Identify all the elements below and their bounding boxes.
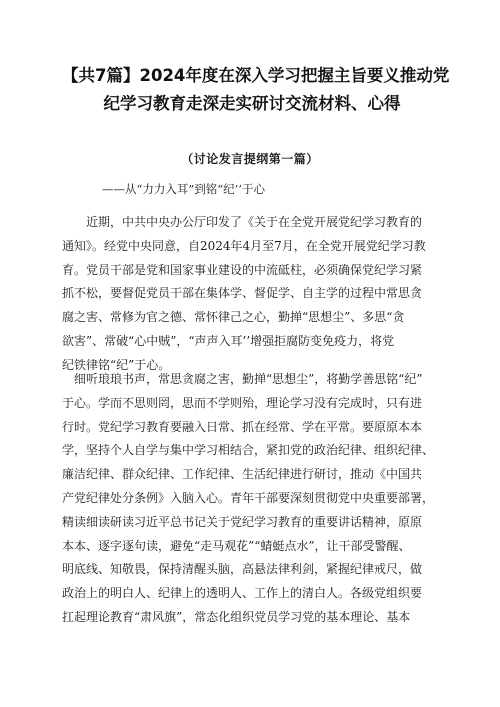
paragraph-line: 通知》。经党中央同意，自2024年4月至7月，在全党开展党纪学习教 xyxy=(62,238,426,253)
paragraph-2 xyxy=(62,368,442,630)
paragraph-line: 细听琅琅书声，常思贪腐之害，勤掸“思想尘”，将勤学善思铭“纪” xyxy=(62,372,423,386)
paragraph-line: 欲害”、常破“心中贼”，“声声入耳’’增强拒腐防变免疫力，将党 xyxy=(62,333,395,348)
paragraph-line: 学，坚持个人自学与集中学习相结合，紧扣党的政治纪律、组织纪律、 xyxy=(62,443,435,458)
paragraph-line: 产党纪律处分条例》入脑入心。青年干部要深刻贯彻党中央重要部署， xyxy=(62,490,435,505)
section-lead-line: ——从“力力入耳”到铭“纪’’于心 xyxy=(102,182,265,196)
title-line-2: 纪学习教育走深走实研讨交流材料、心得 xyxy=(103,94,401,113)
paragraph-line: 近期，中共中央办公厅印发了《关于在全党开展党纪学习教育的 xyxy=(62,215,423,229)
paragraph-line: 政治上的明白人、纪律上的透明人、工作上的清白人。各级党组织要 xyxy=(62,586,423,601)
paragraph-line: 腐之害、常修为官之德、常怀律己之心，勤掸“思想尘”、多思“贪 xyxy=(62,310,405,325)
paragraph-line: 廉洁纪律、群众纪律、工作纪律、生活纪律进行研讨，推动《中国共 xyxy=(62,467,423,482)
paragraph-line: 扛起理论教育“肃风旗”，常态化组织党员学习党的基本理论、基本 xyxy=(62,609,411,624)
paragraph-line: 明底线、知敬畏，保持清醒头脑，高悬法律利剑，紧握纪律戒尺，做 xyxy=(62,562,423,577)
paragraph-line: 纪铁律铭“纪”于心。 xyxy=(62,357,171,372)
paragraph-line: 精读细读研读习近平总书记关于党纪学习教育的重要讲话精神，原原 xyxy=(62,514,423,529)
section-subtitle: （讨论发言提纲第一篇） xyxy=(181,152,319,166)
title-line-1: 【共7篇】2024年度在深入学习把握主旨要义推动党 xyxy=(62,66,450,85)
paragraph-line: 抓不松，要督促党员干部在集体学、督促学、自主学的过程中常思贪 xyxy=(62,286,423,301)
paragraph-line: 本本、逐字逐句读，避免“走马观花”“蜻蜓点水”，让干部受警醒、 xyxy=(62,538,411,553)
paragraph-line: 育。党员干部是党和国家事业建设的中流砥柱，必须确保党纪学习紧 xyxy=(62,262,423,277)
paragraph-line: 行时。党纪学习教育要融入日常、抓在经常、学在平常。要原原本本 xyxy=(62,419,423,434)
paragraph-1 xyxy=(62,211,442,378)
document-title xyxy=(62,62,450,118)
paragraph-line: 于心。学而不思则罔，思而不学则殆，理论学习没有完成时，只有进 xyxy=(62,395,423,410)
